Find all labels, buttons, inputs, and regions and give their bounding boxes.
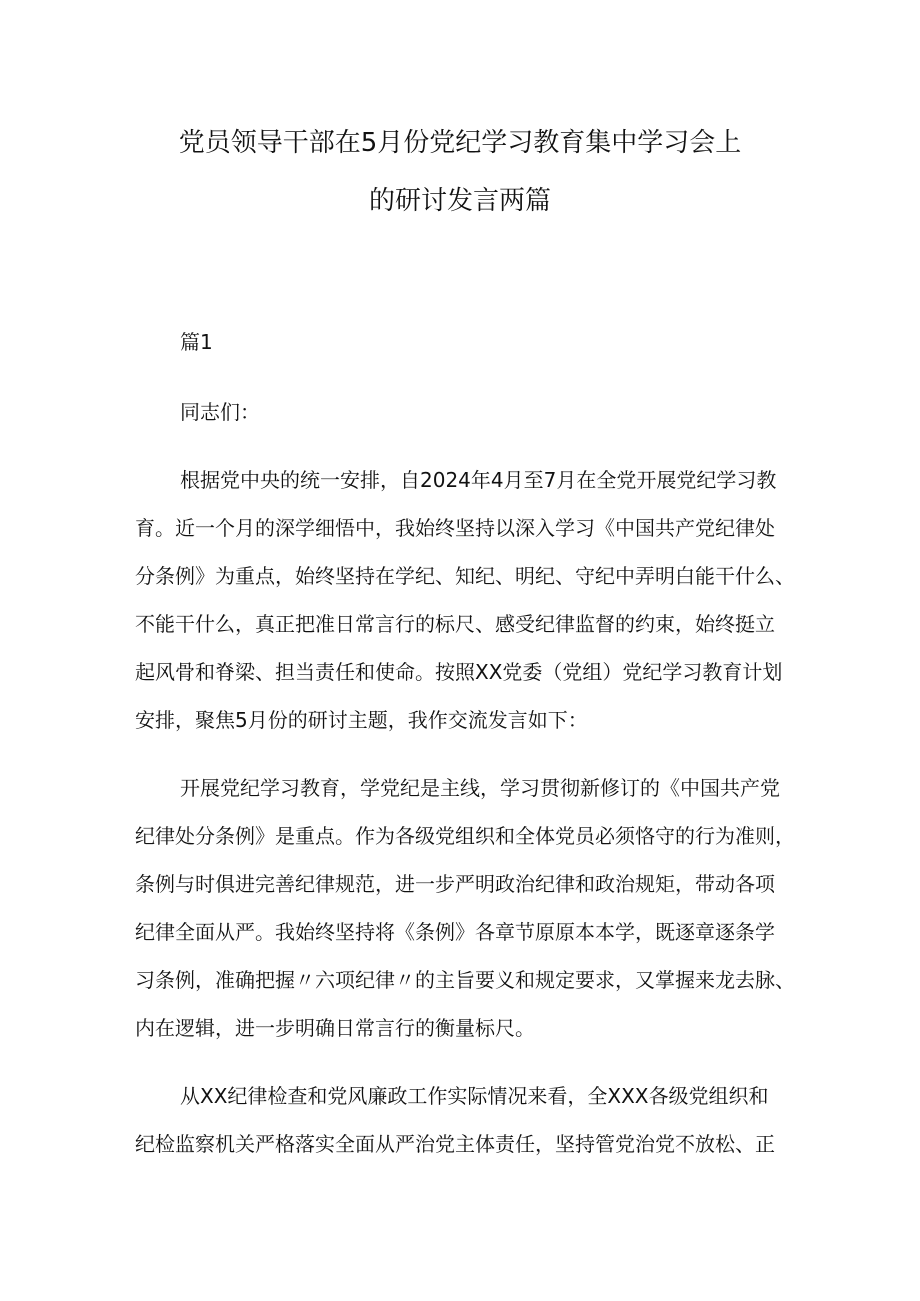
section-label: 篇1 [180,330,213,354]
paragraph-line: 育。近一个月的深学细悟中，我始终坚持以深入学习《中国共产党纪律处 [135,516,775,540]
paragraph-line: 根据党中央的统一安排，自2024年4月至7月在全党开展党纪学习教 [180,468,777,492]
paragraph-line: 纪律全面从严。我始终坚持将《条例》各章节原原本本学，既逐章逐条学 [135,920,775,944]
paragraph-line: 习条例，准确把握〃六项纪律〃的主旨要义和规定要求，又掌握来龙去脉、 [135,968,795,992]
paragraph-line: 纪律处分条例》是重点。作为各级党组织和全体党员必须恪守的行为准则， [135,824,795,848]
paragraph-line: 从XX纪律检查和党风廉政工作实际情况来看，全XXX各级党组织和 [180,1084,769,1108]
document-title-line-2: 的研讨发言两篇 [368,186,551,216]
paragraph-line: 起风骨和脊梁、担当责任和使命。按照XX党委（党组）党纪学习教育计划 [135,660,783,684]
salutation: 同志们： [180,400,260,424]
paragraph-line: 分条例》为重点，始终坚持在学纪、知纪、明纪、守纪中弄明白能干什么、 [135,564,795,588]
paragraph-line: 纪检监察机关严格落实全面从严治党主体责任，坚持管党治党不放松、正 [135,1132,775,1156]
paragraph-line: 开展党纪学习教育，学党纪是主线，学习贯彻新修订的《中国共产党 [180,776,780,800]
paragraph-line: 安排，聚焦5月份的研讨主题，我作交流发言如下： [135,708,588,732]
document-title-line-1: 党员领导干部在5月份党纪学习教育集中学习会上 [178,128,742,158]
paragraph-line: 条例与时俱进完善纪律规范，进一步严明政治纪律和政治规矩，带动各项 [135,872,775,896]
paragraph-line: 不能干什么，真正把准日常言行的标尺、感受纪律监督的约束，始终挺立 [135,612,775,636]
paragraph-line: 内在逻辑，进一步明确日常言行的衡量标尺。 [135,1016,535,1040]
